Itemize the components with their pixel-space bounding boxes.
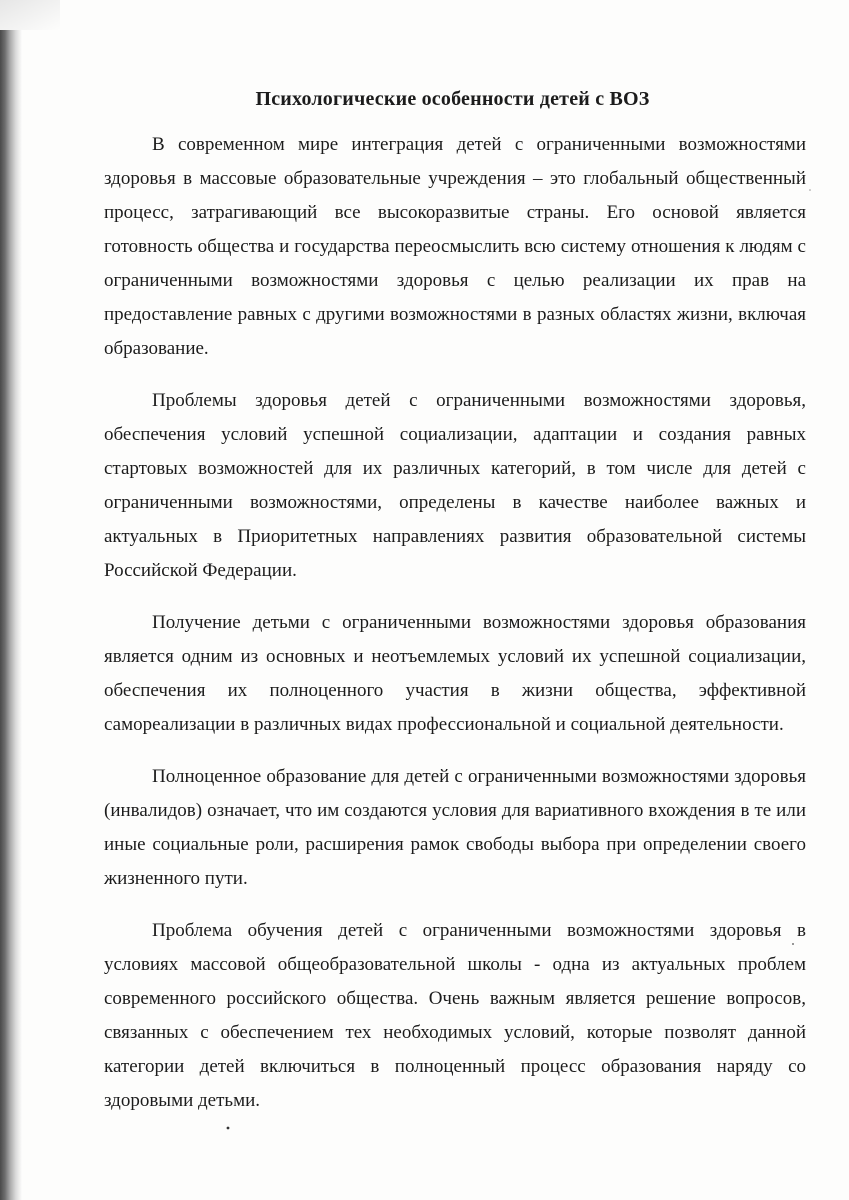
scan-corner-shade [0, 0, 60, 30]
document-body [104, 128, 806, 1118]
paragraph-2: Проблемы здоровья детей с ограниченными возможностями здоровья, обеспечения условий успешной социализации, адаптации и создания равных стартовых возможностей для их различных категорий, в том числе для детей с ограниченными возможностями, определены в качестве наиболее важных и актуальных в Приоритетных направлениях развития образовательной системы Российской Федерации. [104, 390, 806, 581]
paragraph-3: Получение детьми с ограниченными возможностями здоровья образования является одним из основных и неотъемлемых условий их успешной социализации, обеспечения их полноценного участия в жизни общества, эффективной самореализации в различных видах профессиональной и социальной деятельности. [104, 612, 806, 735]
document-title: Психологические особенности детей с ВОЗ [255, 88, 650, 110]
paragraph-5: Проблема обучения детей с ограниченными возможностями здоровья в условиях массовой общеобразовательной школы - одна из актуальных проблем современного российского общества. Очень важным является решение вопросов, связанных с обеспечением тех необходимых условий, которые позволят данной категории детей включиться в полноценный процесс образования наряду со здоровыми детьми. [104, 920, 806, 1111]
paragraph-1: В современном мире интеграция детей с ограниченными возможностями здоровья в массовые образовательные учреждения – это глобальный общественный процесс, затрагивающий все высокоразвитые страны. Его основой является готовность общества и государства переосмыслить всю систему отношения к людям с ограниченными возможностями здоровья с целью реализации их прав на предоставление равных с другими возможностями в разных областях жизни, включая образование. [104, 134, 806, 359]
scan-dust-speck [227, 1127, 230, 1130]
scan-edge-shadow [0, 0, 22, 1200]
paragraph-4: Полноценное образование для детей с ограниченными возможностями здоровья (инвалидов) означает, что им создаются условия для вариативного вхождения в те или иные социальные роли, расширения рамок свободы выбора при определении своего жизненного пути. [104, 766, 806, 889]
scan-dust-speck [809, 189, 811, 191]
